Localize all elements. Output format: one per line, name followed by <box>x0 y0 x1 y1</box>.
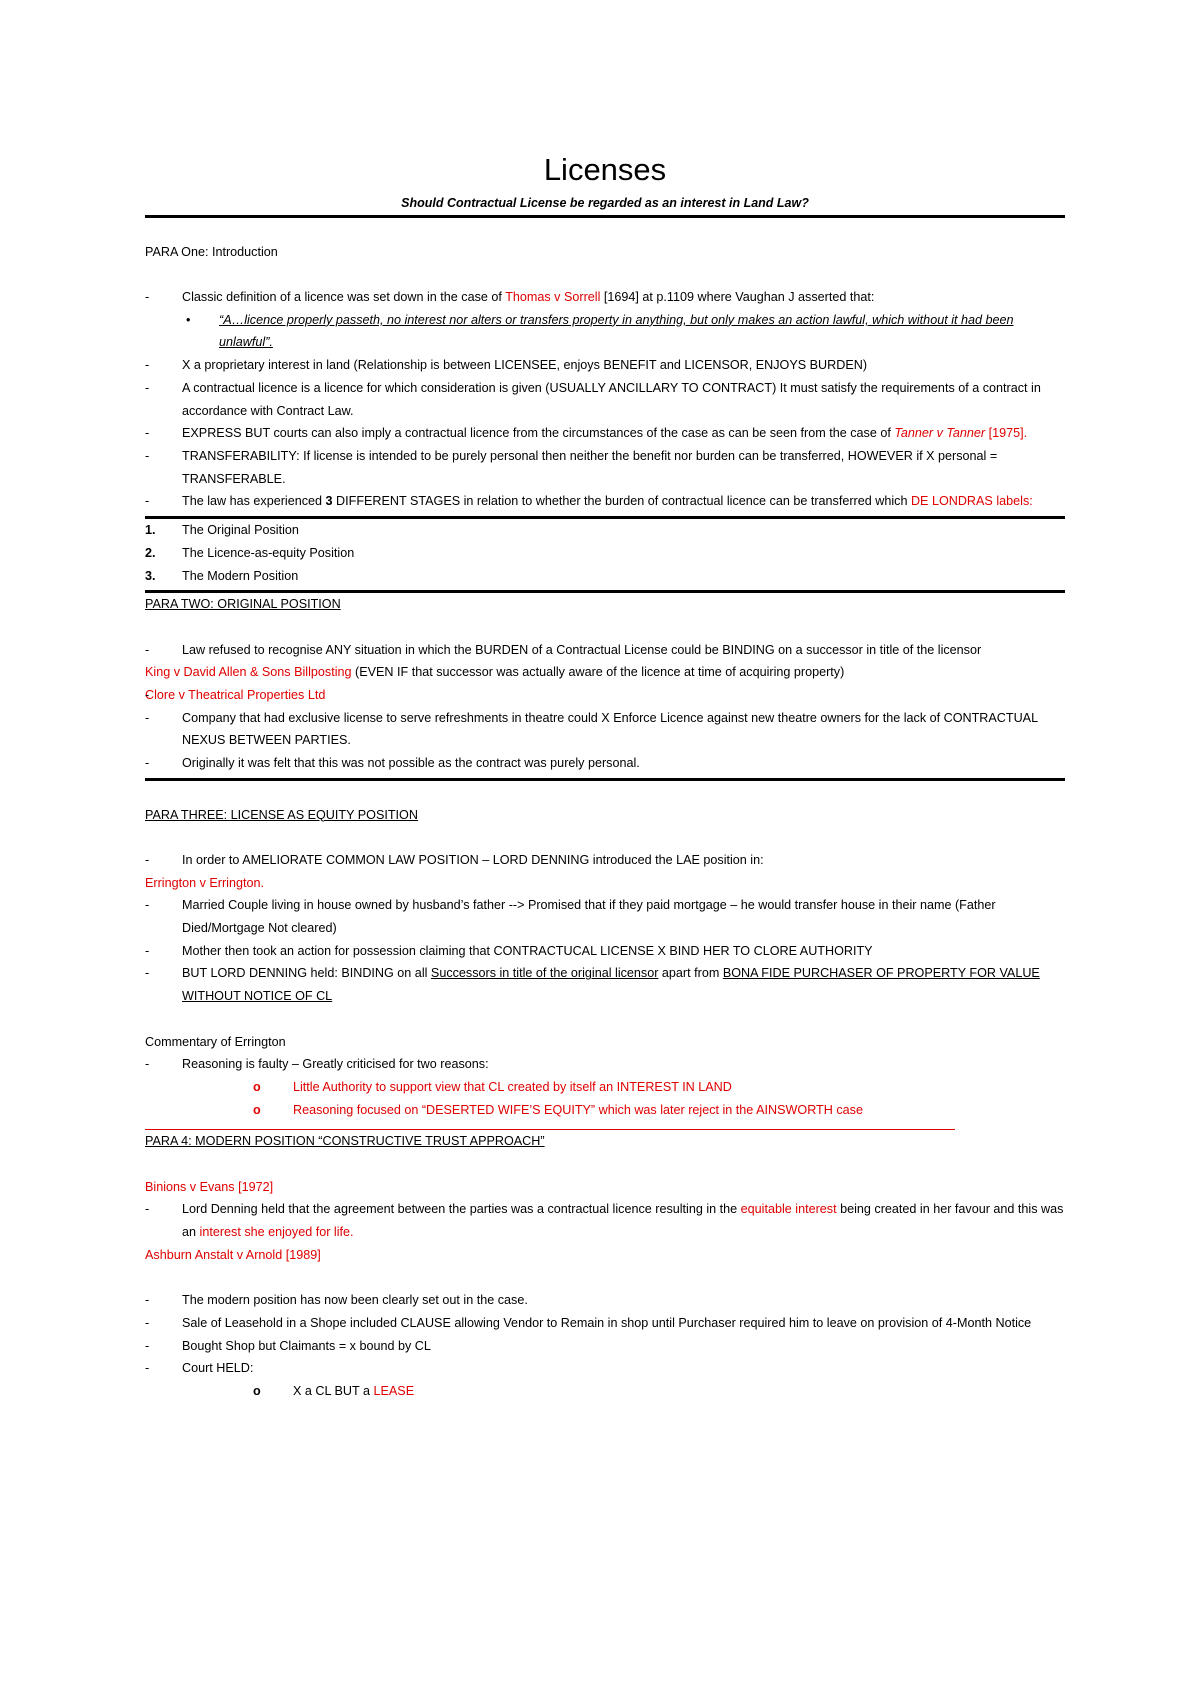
para4-item-3: - Sale of Leasehold in a Shope included CLAUSE allowing Vendor to Remain in shop until Purchaser required him to leave on provision of 4-Month Notice <box>145 1312 1065 1335</box>
para3-item-2: - Married Couple living in house owned by husband’s father --> Promised that if they paid mortgage – he would transfer house in their name (Father Died/Mortgage Not cleared) <box>145 894 1065 939</box>
para4-item-4: - Bought Shop but Claimants = x bound by CL <box>145 1335 1065 1358</box>
case-errington: Errington v Errington. <box>145 875 264 890</box>
para3-heading: PARA THREE: LICENSE AS EQUITY POSITION <box>145 807 418 822</box>
document-subtitle: Should Contractual License be regarded as an interest in Land Law? <box>401 196 809 210</box>
para1-item-1: - Classic definition of a licence was set down in the case of Thomas v Sorrell [1694] at p.1109 where Vaughan J asserted that: <box>145 286 1065 309</box>
stage-item: 1. The Original Position <box>145 523 299 538</box>
para1-item-5: - TRANSFERABILITY: If license is intended to be purely personal then neither the benefit nor burden can be transferred, HOWEVER if X personal = TRANSFERABLE. <box>145 445 1065 490</box>
para2-item-1: - Law refused to recognise ANY situation in which the BURDEN of a Contractual License could be BINDING on a successor in title of the licensor <box>145 639 1065 662</box>
reason-2: o Reasoning focused on “DESERTED WIFE’S EQUITY” which was later reject in the AINSWORTH case <box>145 1099 1065 1122</box>
stage-item: 2. The Licence-as-equity Position <box>145 545 355 560</box>
held-item: o X a CL BUT a LEASE <box>145 1380 1065 1403</box>
case-ashburn-anstalt: Ashburn Anstalt v Arnold [1989] <box>145 1247 321 1262</box>
case-king-v-david-allen: King v David Allen & Sons Billposting (EVEN IF that successor was actually aware of the licence at time of acquiring property) <box>145 665 845 680</box>
para1-item-4: - EXPRESS BUT courts can also imply a contractual licence from the circumstances of the case as can be seen from the case of Tanner v Tanner [1975]. <box>145 422 1065 445</box>
case-binions-v-evans: Binions v Evans [1972] <box>145 1179 274 1194</box>
para3-item-5: - Reasoning is faulty – Greatly criticised for two reasons: <box>145 1053 1065 1076</box>
quote-vaughan: • “A…licence properly passeth, no interest nor alters or transfers property in anything, but only makes an action lawful, which without it had been unlawful”. <box>182 309 1065 354</box>
case-thomas-v-sorrell: Thomas v Sorrell <box>505 290 601 305</box>
para2-item-3: - Originally it was felt that this was not possible as the contract was purely personal. <box>145 752 1065 775</box>
case-tanner-v-tanner: Tanner v Tanner <box>894 426 986 441</box>
stage-item: 3. The Modern Position <box>145 568 299 583</box>
para4-item-1: - Lord Denning held that the agreement between the parties was a contractual licence resulting in the equitable interest being created in her favour and this was an interest she enjoyed for life. <box>145 1198 1065 1243</box>
para3-item-4: - BUT LORD DENNING held: BINDING on all Successors in title of the original licensor apart from BONA FIDE PURCHASER OF PROPERTY FOR VALUE WITHOUT NOTICE OF CL <box>145 962 1065 1007</box>
case-clore-v-theatrical: Clore v Theatrical Properties Ltd <box>145 688 326 703</box>
para3-item-3: - Mother then took an action for possession claiming that CONTRACTUCAL LICENSE X BIND HER TO CLORE AUTHORITY <box>145 940 1065 963</box>
para4-heading: PARA 4: MODERN POSITION “CONSTRUCTIVE TRUST APPROACH” <box>145 1134 545 1149</box>
para4-item-2: - The modern position has now been clearly set out in the case. <box>145 1289 1065 1312</box>
para2-item-2: - Company that had exclusive license to serve refreshments in theatre could X Enforce Licence against new theatre owners for the lack of CONTRACTUAL NEXUS BETWEEN PARTIES. <box>145 707 1065 752</box>
para1-item-3: - A contractual licence is a licence for which consideration is given (USUALLY ANCILLARY TO CONTRACT) It must satisfy the requirements of a contract in accordance with Contract Law. <box>145 377 1065 422</box>
document-title: Licenses <box>543 152 667 187</box>
reason-1: o Little Authority to support view that CL created by itself an INTEREST IN LAND <box>145 1076 1065 1099</box>
para1-heading: PARA One: Introduction <box>145 244 278 259</box>
commentary-heading: Commentary of Errington <box>145 1034 286 1049</box>
para1-item-2: - X a proprietary interest in land (Relationship is between LICENSEE, enjoys BENEFIT and LICENSOR, ENJOYS BURDEN) <box>145 354 1065 377</box>
de-londras-label: DE LONDRAS labels: <box>910 494 1033 509</box>
para2-heading: PARA TWO: ORIGINAL POSITION <box>145 597 341 612</box>
document-page <box>145 150 1065 1403</box>
para1-item-6: - The law has experienced 3 DIFFERENT STAGES in relation to whether the burden of contractual licence can be transferred which DE LONDRAS labels: <box>145 490 1065 513</box>
para3-item-1: - In order to AMELIORATE COMMON LAW POSITION – LORD DENNING introduced the LAE position in: <box>145 849 1065 872</box>
para4-item-5: - Court HELD: <box>145 1357 1065 1380</box>
